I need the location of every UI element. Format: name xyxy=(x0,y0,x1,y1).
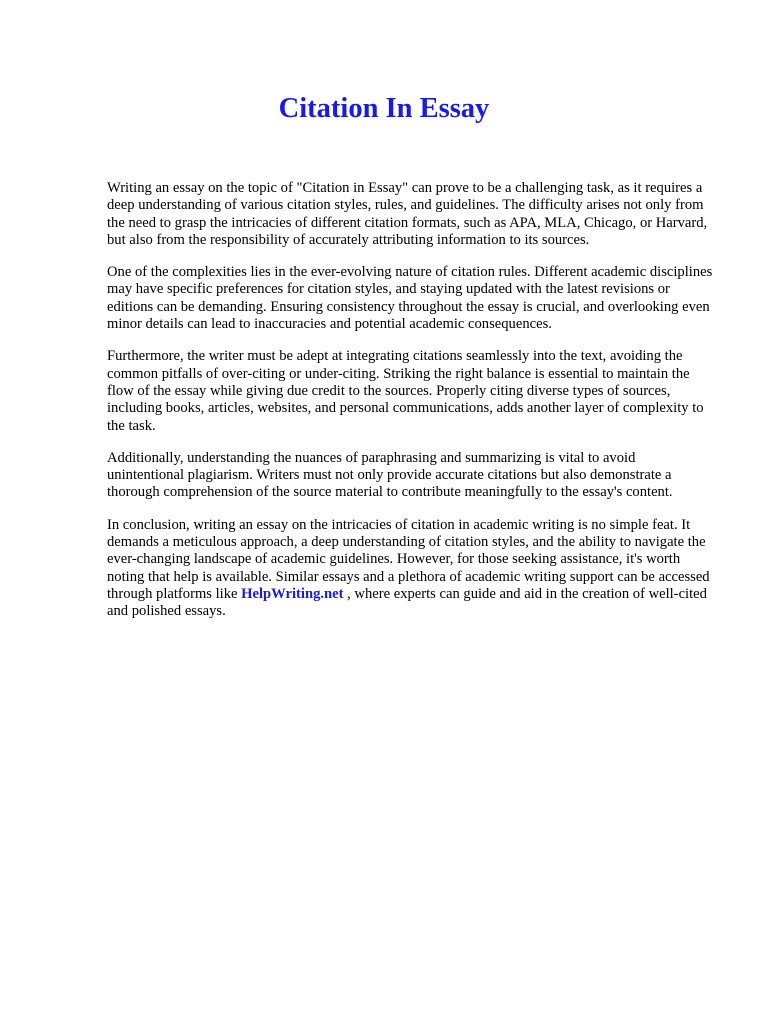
helpwriting-link[interactable]: HelpWriting.net xyxy=(241,585,344,602)
conclusion-text-before-link: In conclusion, writing an essay on the intricacies of citation in academic writing is no simple feat. It demands a meticulous approach, a deep understanding of citation styles, and the ability to navigate the ever-changing landscape of academic guidelines. However, for those seeking assistance, it's worth noting that help is available. Similar essays and a plethora of academic writing support can be accessed through platforms like xyxy=(107,516,710,602)
paragraph-3: Furthermore, the writer must be adept at integrating citations seamlessly into the text, avoiding the common pitfalls of over-citing or under-citing. Striking the right balance is essential to maintain the flow of the essay while giving due credit to the sources. Properly citing diverse types of sources, including books, articles, websites, and personal communications, adds another layer of complexity to the task. xyxy=(107,348,704,434)
paragraph-2: One of the complexities lies in the ever-evolving nature of citation rules. Different academic disciplines may have specific preferences for citation styles, and staying updated with the latest revisions or editions can be demanding. Ensuring consistency throughout the essay is crucial, and overlooking even minor details can lead to inaccuracies and potential academic consequences. xyxy=(107,264,713,333)
paragraph-4: Additionally, understanding the nuances of paraphrasing and summarizing is vital to avoid unintentional plagiarism. Writers must not only provide accurate citations but also demonstrate a thorough comprehension of the source material to contribute meaningfully to the essay's content. xyxy=(107,449,673,501)
paragraph-1: Writing an essay on the topic of "Citation in Essay" can prove to be a challenging task, as it requires a deep understanding of various citation styles, rules, and guidelines. The difficulty arises not only from the need to grasp the intricacies of different citation formats, such as APA, MLA, Chicago, or Harvard, but also from the responsibility of accurately attributing information to its sources. xyxy=(107,180,708,248)
conclusion-paragraph xyxy=(107,517,715,621)
conclusion-text-after-link: , where experts can guide and aid in the creation of well-cited and polished essays. xyxy=(107,585,707,620)
essay-body xyxy=(107,180,715,636)
document-title: Citation In Essay xyxy=(278,93,490,124)
